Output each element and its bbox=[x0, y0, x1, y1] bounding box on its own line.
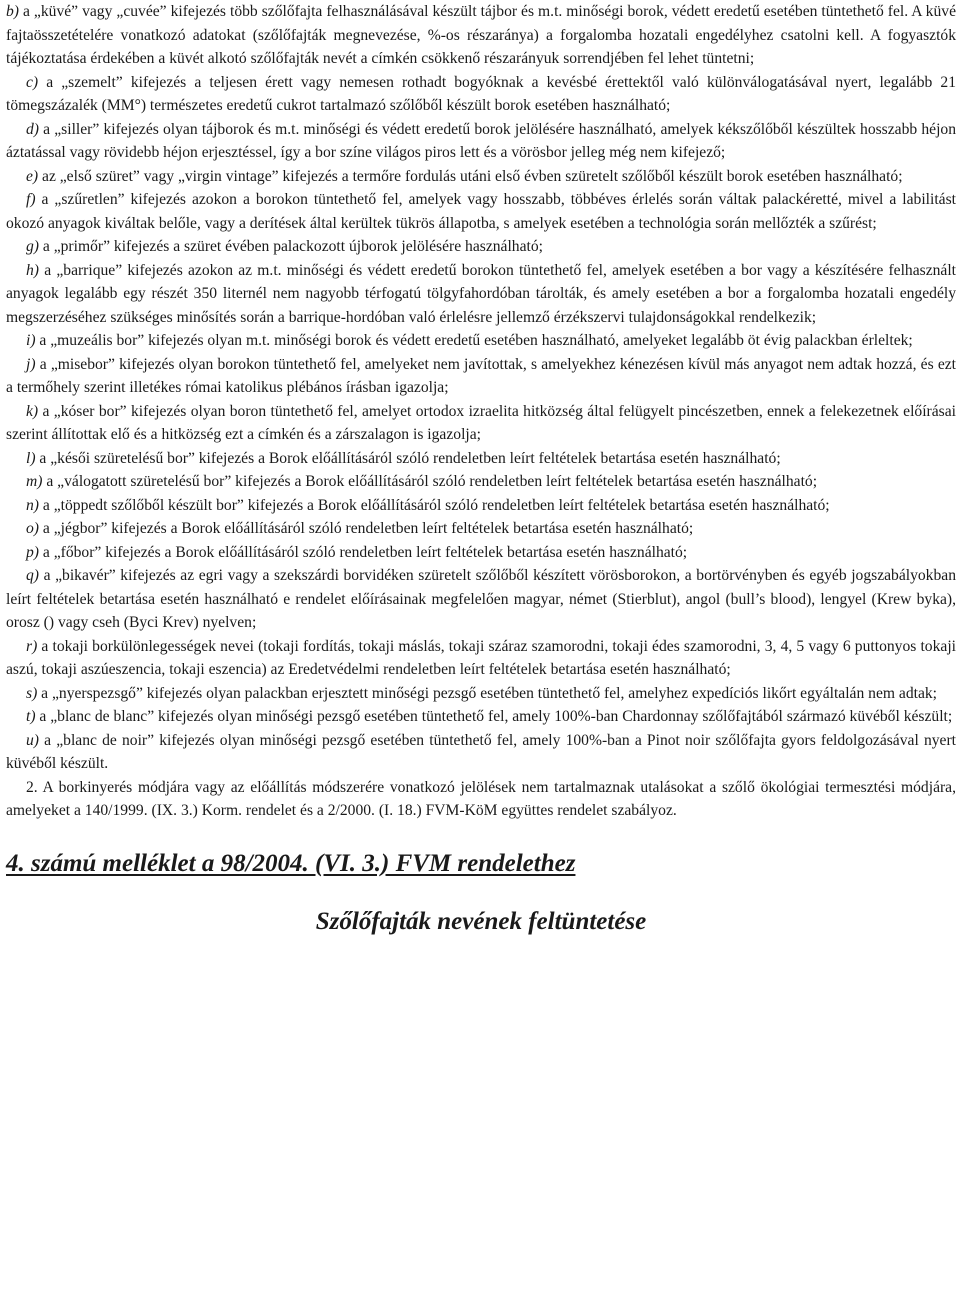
item-text: a „válogatott szüretelésű bor” kifejezés a Borok előállításáról szóló rendeletben leírt feltételek betartása esetén használható; bbox=[42, 473, 818, 490]
item-text: az „első szüret” vagy „virgin vintage” kifejezés a termőre fordulás utáni első évben szüretelt szőlőből készült borok esetében használható; bbox=[38, 167, 903, 185]
item-n bbox=[6, 494, 956, 518]
item-text: a „muzeális bor” kifejezés olyan m.t. minőségi borok és védett eredetű esetében használható, amelyeket legalább öt évig palackban érleltek; bbox=[35, 332, 913, 349]
item-text: a „kóser bor” kifejezés olyan boron tüntethető fel, amelyet ortodox izraelita hitközség által felügyelt pincészetben, ennek a felekezetnek előírásai szerint állítottak elő és a hitközség ezt a címkén és a zárszalagon is igazolja; bbox=[6, 402, 956, 443]
item-text: a „jégbor” kifejezés a Borok előállításáról szóló rendeletben leírt feltételek betartása esetén használható; bbox=[39, 520, 694, 537]
item-text: a „blanc de blanc” kifejezés olyan minőségi pezsgő esetében tüntethető fel, amely 100%-ban Chardonnay szőlőfajtából származó küvéből készült; bbox=[35, 708, 953, 725]
item-text: a „késői szüretelésű bor” kifejezés a Borok előállításáról szóló rendeletben leírt feltételek betartása esetén használható; bbox=[35, 449, 781, 467]
item-text: a „siller” kifejezés olyan tájborok és m.t. minőségi és védett eredetű borok jelölésére használható, amelyek kékszőlőből készültek hosszabb héjon áztatással vagy rövidebb héjon erjesztéssel, így a bor színe világos piros lett és a vörösbor jelleg még nem kifejező; bbox=[6, 120, 956, 161]
item-u bbox=[6, 729, 956, 776]
item-label: s) bbox=[26, 684, 38, 702]
item-label: l) bbox=[26, 449, 36, 467]
item-i bbox=[6, 329, 956, 353]
item-text: a „bikavér” kifejezés az egri vagy a szekszárdi borvidéken szüretelt szőlőből készített vörösborokon, a bortörvényben és egyéb jogszabályokban leírt feltételek betartása esetén használható e rendelet előírásainak megfelelően magyar, német (Stierblut), angol (bull’s blood), lengyel (Krew byka), orosz () vagy cseh (Byci Krev) nyelven; bbox=[6, 567, 956, 631]
item-label: b) bbox=[6, 3, 19, 20]
item-label: j) bbox=[26, 355, 36, 373]
item-g bbox=[6, 235, 956, 259]
item-s bbox=[6, 682, 956, 706]
item-e bbox=[6, 165, 956, 189]
annex-title: 4. számú melléklet a 98/2004. (VI. 3.) FVM rendelethez bbox=[6, 849, 576, 877]
item-text: a „misebor” kifejezés olyan borokon tüntethető fel, amelyeket nem javítottak, s amelyekhez kénezésen kívül más anyagot nem adtak hozzá, és ezt a termőhely szerint illetékes római katolikus plébános írásban igazolja; bbox=[6, 355, 956, 396]
item-p bbox=[6, 541, 956, 565]
item-text: a „szűretlen” kifejezés azokon a borokon tüntethető fel, amelyek vagy hosszabb, többéves érlelés során váltak palackéretté, mivel a labilitást okozó anyagok kiváltak belőle, vagy a derítések által kerültek tükrös állapotba, s amelyek esetében a technológia során mellőzték a szűrést; bbox=[6, 191, 956, 232]
item-label: h) bbox=[26, 261, 39, 279]
item-text: a „szemelt” kifejezés a teljesen érett vagy nemesen rothadt bogyóknak a kevésbé érettektől való különválogatásával nyert, legalább 21 tömegszázalék (MM°) természetes eredetű cukrot tartalmazó szőlőből készült borok esetében használható; bbox=[6, 73, 956, 114]
item-m bbox=[6, 470, 956, 494]
item-q bbox=[6, 564, 956, 635]
item-h bbox=[6, 259, 956, 330]
item-t bbox=[6, 705, 956, 729]
item-label: r) bbox=[26, 637, 38, 655]
point-2-paragraph: 2. A borkinyerés módjára vagy az előállítás módszerére vonatkozó jelölések nem tartalmaznak utalásokat a szőlő ökológiai termesztési módjára, amelyeket a 140/1999. (IX. 3.) Korm. rendelet és a 2/2000. (I. 18.) FVM-KöM együttes rendelet szabályoz. bbox=[6, 778, 956, 819]
item-label: m) bbox=[26, 473, 43, 490]
item-label: f) bbox=[26, 191, 36, 208]
item-text: a „barrique” kifejezés azokon az m.t. minőségi és védett eredetű borokon tüntethető fel, amelyek esetében a bor vagy a készítésére felhasznált anyagok legalább egy részét 350 liternél nem nagyobb térfogatú tölgyfahordóban tárolták, és amely esetében a bor a forgalomba hozatali engedély megszerzéséhez szükséges minősítés során a barrique-hordóban való érlelésre jellemző érzékszervi tulajdonságokkal rendelkezik; bbox=[6, 261, 956, 326]
item-text: a „küvé” vagy „cuvée” kifejezés több szőlőfajta felhasználásával készült tájbor és m.t. minőségi borok, védett eredetű esetében tüntethető fel. A küvé fajtaösszetételére vonatkozó adatokat (szőlőfajták megnevezése, %-os részaránya) a forgalomba hozatali engedélyhez csatolni kell. A fogyasztók tájékoztatása érdekében a küvét alkotó szőlőfajták nevét a címkén csökkenő részarányuk sorrendjében fel lehet tüntetni; bbox=[6, 3, 956, 67]
document-page bbox=[6, 0, 956, 937]
item-k bbox=[6, 400, 956, 447]
item-text: a tokaji borkülönlegességek nevei (tokaji fordítás, tokaji máslás, tokaji száraz szamorodni, tokaji édes szamorodni, 3, 4, 5 vagy 6 puttonyos tokaji aszú, tokaji aszúeszencia, tokaji eszencia) az Eredetvédelmi rendeletben leírt feltételek betartása esetén használható; bbox=[6, 637, 956, 678]
item-r bbox=[6, 635, 956, 682]
item-label: d) bbox=[26, 120, 39, 138]
item-label: q) bbox=[26, 567, 39, 584]
item-label: e) bbox=[26, 167, 39, 185]
item-d bbox=[6, 118, 956, 165]
item-text: a „főbor” kifejezés a Borok előállításáról szóló rendeletben leírt feltételek betartása esetén használható; bbox=[39, 543, 688, 561]
item-label: p) bbox=[26, 543, 39, 561]
item-j bbox=[6, 353, 956, 400]
item-f bbox=[6, 188, 956, 235]
item-text: a „töppedt szőlőből készült bor” kifejezés a Borok előállításáról szóló rendeletben leírt feltételek betartása esetén használható; bbox=[39, 496, 830, 514]
item-text: a „primőr” kifejezés a szüret évében palackozott újborok jelölésére használható; bbox=[39, 238, 543, 255]
item-label: i) bbox=[26, 332, 36, 349]
item-b bbox=[6, 0, 956, 71]
item-c bbox=[6, 71, 956, 118]
item-label: g) bbox=[26, 238, 39, 255]
item-o bbox=[6, 517, 956, 541]
item-label: c) bbox=[26, 73, 39, 91]
item-l bbox=[6, 447, 956, 471]
item-label: n) bbox=[26, 496, 39, 514]
item-label: o) bbox=[26, 520, 39, 537]
item-text: a „nyerspezsgő” kifejezés olyan palackban erjesztett minőségi pezsgő esetében tüntethető fel, amelyhez expedíciós likőrt egyáltalán nem adtak; bbox=[37, 684, 938, 702]
item-label: u) bbox=[26, 731, 39, 749]
item-text: a „blanc de noir” kifejezés olyan minőségi pezsgő esetében tüntethető fel, amely 100%-ban a Pinot noir szőlőfajta gyors feldolgozásával nyert küvéből készült. bbox=[6, 731, 956, 772]
item-label: k) bbox=[26, 402, 39, 420]
section-title: Szőlőfajták nevének feltüntetése bbox=[315, 907, 647, 935]
item-label: t) bbox=[26, 708, 36, 725]
